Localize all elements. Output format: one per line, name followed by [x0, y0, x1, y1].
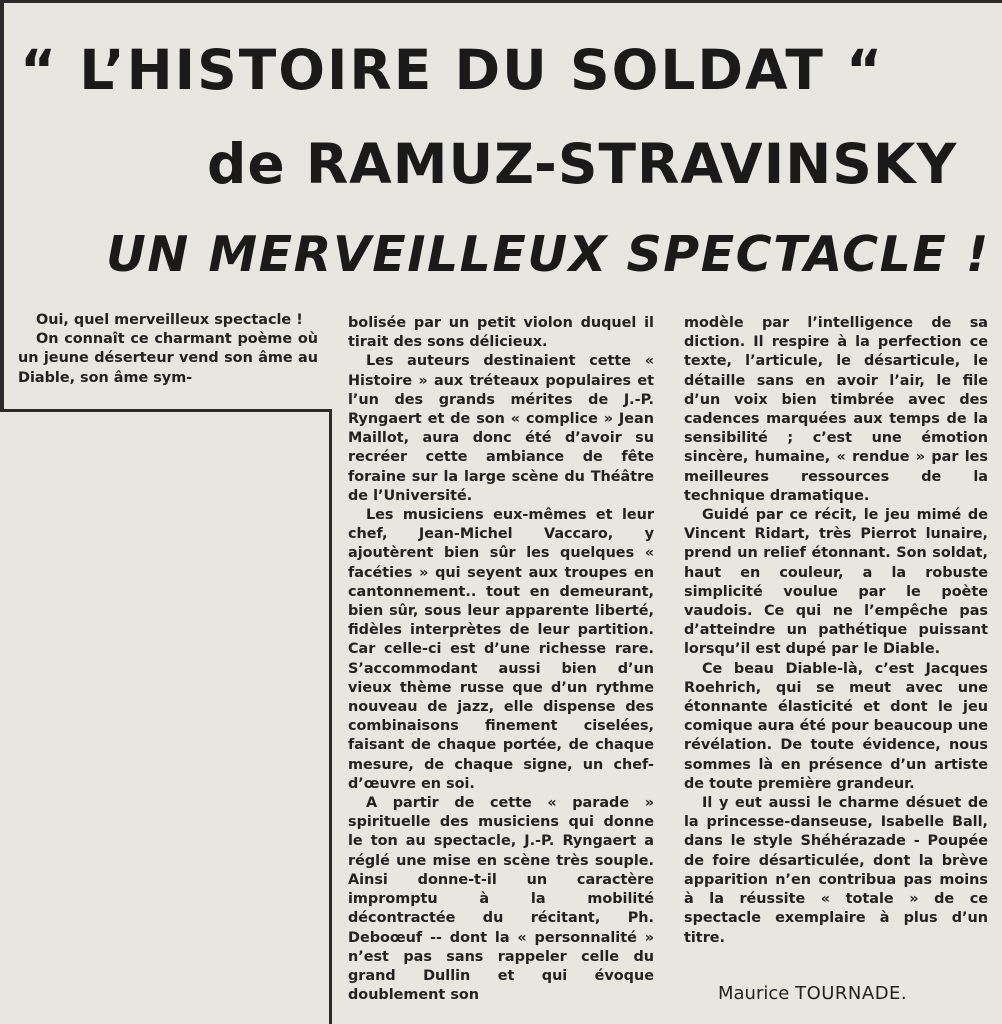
top-border-rule [0, 0, 1002, 3]
paragraph: Guidé par ce récit, le jeu mimé de Vincent Ridart, très Pierrot lunaire, prend un relief étonnant. Son soldat, haut en couleur, a la robuste simplicité voulue par le poète vaudois. Ce qui ne l’empêche pas d’atteindre un pathétique puissant lorsqu’il est dupé par le Diable. [684, 507, 988, 658]
article-column-2 [348, 314, 654, 1005]
paragraph: On connaît ce charmant poème où un jeune déserteur vend son âme au Diable, son âme sym- [18, 331, 318, 386]
headline-subtitle: UN MERVEILLEUX SPECTACLE ! [106, 226, 990, 283]
paragraph: Les auteurs destinaient cette « Histoire » aux tréteaux populaires et l’un des grands mérites de J.-P. Ryngaert et de son « complice » Jean Maillot, aura donc été d’avoir su recréer cette ambiance de fête foraine sur la large scène du Théâtre de l’Université. [348, 353, 654, 504]
paragraph: modèle par l’intelligence de sa diction. Il respire à la perfection ce texte, l’articule, le désarticule, le détaille sans en avoir l’air, le file d’un voix bien timbrée avec des cadences marquées aux temps de la sensibilité ; c’est une émotion sincère, humaine, « rendue » par les meilleures ressources de la technique dramatique. [684, 315, 988, 504]
column-divider-vertical [329, 409, 332, 1024]
paragraph: bolisée par un petit violon duquel il tirait des sons délicieux. [348, 315, 654, 351]
author-last-name: TOURNADE. [795, 983, 908, 1004]
column-divider-horizontal [0, 409, 332, 412]
paragraph: A partir de cette « parade » spirituelle des musiciens qui donne le ton au spectacle, J.-P. Ryngaert a réglé une mise en scène très souple. Ainsi donne-t-il un caractère impromptu à la mobilité décontractée du récitant, Ph. Deboœuf -- dont la « personnalité » n’est pas sans rappeler celle du grand Dullin et qui évoque doublement son [348, 795, 654, 1004]
article-column-1 [18, 311, 318, 388]
left-border-rule [0, 0, 4, 412]
article-column-3 [684, 314, 988, 948]
paragraph: Les musiciens eux-mêmes et leur chef, Jean-Michel Vaccaro, y ajoutèrent bien sûr les quelques « facéties » qui seyent aux troupes en cantonnement.. tout en demeurant, bien sûr, sous leur apparente liberté, fidèles interprètes de leur partition. Car celle-ci est d’une richesse rare. S’accommodant aussi bien d’un vieux thème russe que d’un rythme nouveau de jazz, elle dispense des combinaisons finement ciselées, faisant de chaque portée, de chaque mesure, de chaque signe, un chef-d’œuvre en soi. [348, 507, 654, 792]
author-first-name: Maurice [718, 983, 790, 1004]
headline-authors: de RAMUZ-STRAVINSKY [207, 132, 958, 196]
paragraph: Oui, quel merveilleux spectacle ! [36, 312, 303, 328]
headline-title: “ L’HISTOIRE DU SOLDAT “ [20, 38, 885, 102]
paragraph: Ce beau Diable-là, c’est Jacques Roehrich, qui se meut avec une étonnante élasticité et dont le jeu comique aura été pour beaucoup une révélation. De toute évidence, nous sommes là en présence d’un artiste de toute première grandeur. [684, 660, 988, 792]
author-signature [718, 983, 907, 1004]
paragraph: Il y eut aussi le charme désuet de la princesse-danseuse, Isabelle Ball, dans le style Shéhérazade - Poupée de foire désarticulée, dont la brève apparition n’en contribua pas moins à la réussite « totale » de ce spectacle exemplaire à plus d’un titre. [684, 795, 988, 946]
